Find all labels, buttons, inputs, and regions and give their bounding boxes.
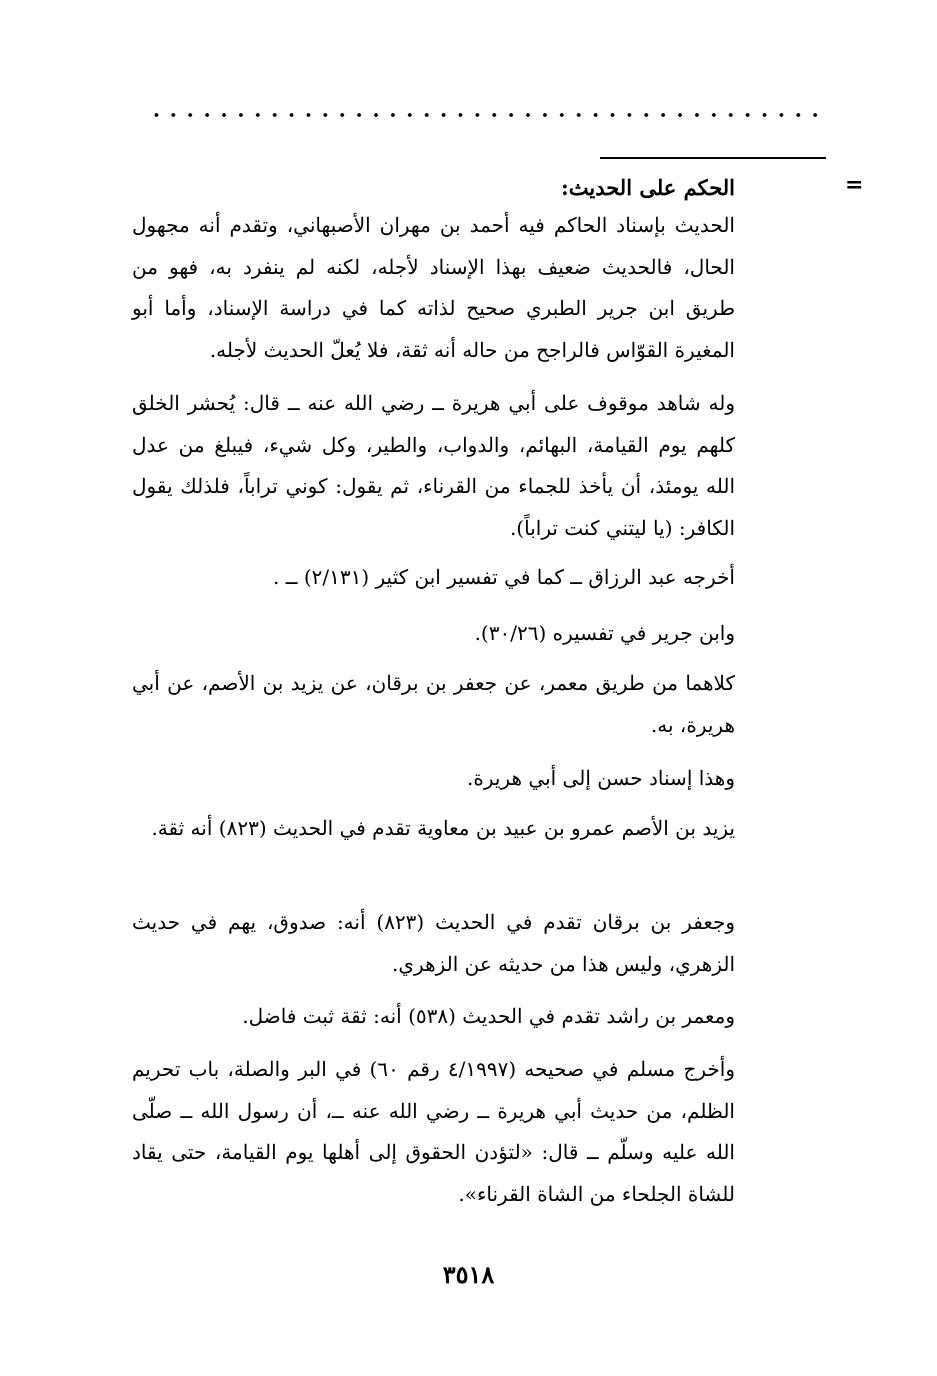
paragraph-mamar: ومعمر بن راشد تقدم في الحديث (٥٣٨) أنه: ثقة ثبت فاضل. <box>242 1004 735 1028</box>
heading-rule <box>600 157 826 159</box>
paragraph-muslim: وأخرج مسلم في صحيحه (٤/١٩٩٧ رقم ٦٠) في البر والصلة، باب تحريم الظلم، من حديث أبي هريرة ــ رضي الله عنه ــ، أن رسول الله ــ صلّى الله عليه وسلّم ــ قال: «لتؤدن الحقوق إلى أهلها يوم القيامة، حتى يقاد للشاة الجلحاء من الشاة القرناء». <box>132 1057 735 1206</box>
paragraph-supporting-narration: وله شاهد موقوف على أبي هريرة ــ رضي الله عنه ــ قال: يُحشر الخلق كلهم يوم القيامة، البهائم، والدواب، والطير، وكل شيء، فيبلغ من عدل الله يومئذ، أن يأخذ للجماء من القرناء، ثم يقول: كوني تراباً، فلذلك يقول الكافر: (يا ليتني كنت تراباً). <box>132 391 735 540</box>
paragraph-chain-grade: وهذا إسناد حسن إلى أبي هريرة. <box>467 766 735 790</box>
section-heading: الحكم على الحديث: <box>561 175 735 200</box>
paragraph-jafar: وجعفر بن برقان تقدم في الحديث (٨٢٣) أنه: صدوق، يهم في حديث الزهري، وليس هذا من حديثه عن الزهري. <box>132 910 735 976</box>
paragraph-both-routes: كلاهما من طريق معمر، عن جعفر بن برقان، عن يزيد بن الأصم، عن أبي هريرة، به. <box>132 671 735 737</box>
paragraph-ruling: الحديث بإسناد الحاكم فيه أحمد بن مهران الأصبهاني، وتقدم أنه مجهول الحال، فالحديث ضعيف بهذا الإسناد لأجله، لكنه لم ينفرد به، فهو من طريق ابن جرير الطبري صحيح لذاته كما في دراسة الإسناد، وأما أبو المغيرة القوّاس فالراجح من حاله أنه ثقة، فلا يُعلّ الحديث لأجله. <box>132 213 735 362</box>
dotted-separator <box>148 108 826 122</box>
margin-mark: = <box>845 172 864 198</box>
page-number: ٣٥١٨ <box>442 1260 495 1289</box>
paragraph-yazid: يزيد بن الأصم عمرو بن عبيد بن معاوية تقدم في الحديث (٨٢٣) أنه ثقة. <box>151 816 735 840</box>
paragraph-ibn-jarir: وابن جرير في تفسيره (٣٠/٢٦). <box>474 621 735 645</box>
paragraph-abdurrazzaq: أخرجه عبد الرزاق ــ كما في تفسير ابن كثير (٢/١٣١) ــ . <box>273 565 735 589</box>
